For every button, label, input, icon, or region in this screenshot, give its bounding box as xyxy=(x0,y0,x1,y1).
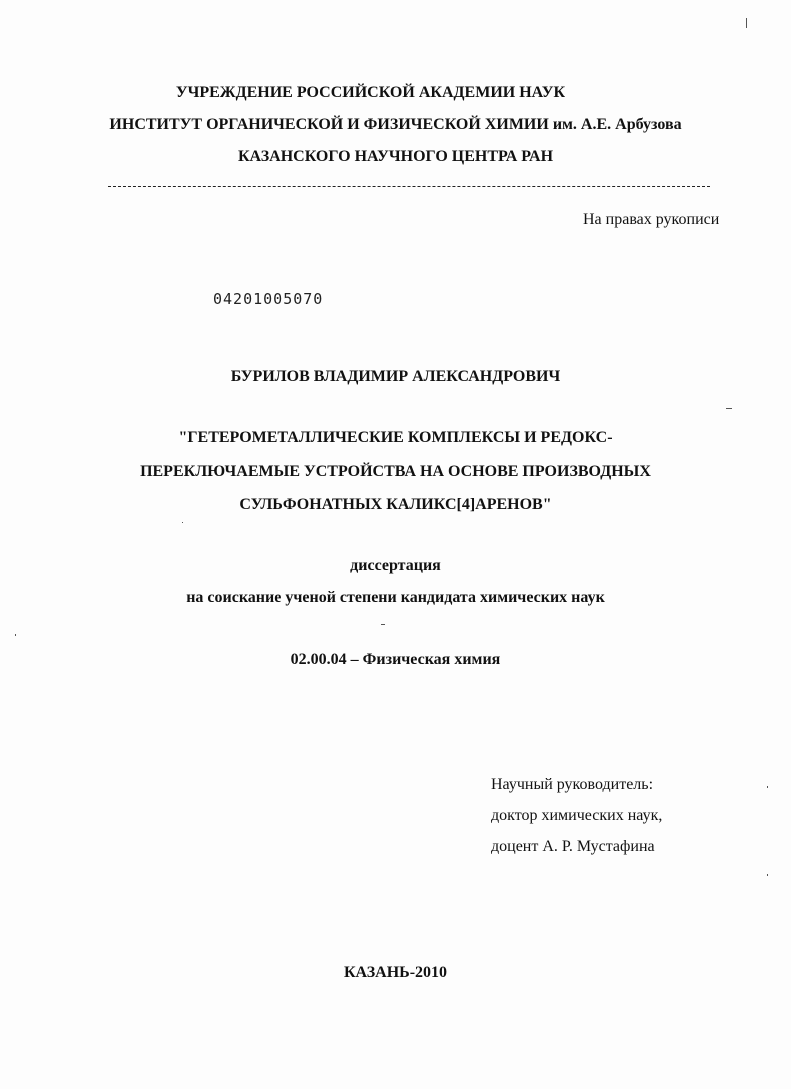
scan-mark xyxy=(767,874,768,876)
scan-mark xyxy=(726,408,732,409)
institution-line-2: ИНСТИТУТ ОРГАНИЧЕСКОЙ И ФИЗИЧЕСКОЙ ХИМИИ им. А.Е. Арбузова xyxy=(109,116,682,133)
scan-mark xyxy=(182,522,183,523)
institution-line-1: УЧРЕЖДЕНИЕ РОССИЙСКОЙ АКАДЕМИИ НАУК xyxy=(175,84,566,101)
degree-line: на соискание ученой степени кандидата химических наук xyxy=(186,589,605,606)
thesis-title-line-2: ПЕРЕКЛЮЧАЕМЫЕ УСТРОЙСТВА НА ОСНОВЕ ПРОИЗВОДНЫХ xyxy=(140,463,651,480)
document-type: диссертация xyxy=(350,557,441,574)
header-divider xyxy=(108,186,710,187)
scan-mark xyxy=(767,786,768,788)
author-name: БУРИЛОВ ВЛАДИМИР АЛЕКСАНДРОВИЧ xyxy=(230,368,561,385)
thesis-title-line-3: СУЛЬФОНАТНЫХ КАЛИКС[4]АРЕНОВ" xyxy=(239,496,552,513)
supervisor-label: Научный руководитель: xyxy=(491,776,654,793)
scan-mark xyxy=(381,624,385,625)
institution-line-3: КАЗАНСКОГО НАУЧНОГО ЦЕНТРА РАН xyxy=(237,148,554,165)
specialty-code: 02.00.04 – Физическая химия xyxy=(290,651,501,668)
scan-mark xyxy=(15,634,16,636)
rights-note: На правах рукописи xyxy=(583,211,720,228)
supervisor-degree: доктор химических наук, xyxy=(491,807,663,824)
supervisor-name: доцент А. Р. Мустафина xyxy=(491,838,655,855)
scan-mark xyxy=(746,18,747,28)
place-and-year: КАЗАНЬ-2010 xyxy=(343,964,448,981)
registration-number: 04201005070 xyxy=(213,290,324,308)
thesis-title-line-1: "ГЕТЕРОМЕТАЛЛИЧЕСКИЕ КОМПЛЕКСЫ И РЕДОКС- xyxy=(178,429,613,446)
